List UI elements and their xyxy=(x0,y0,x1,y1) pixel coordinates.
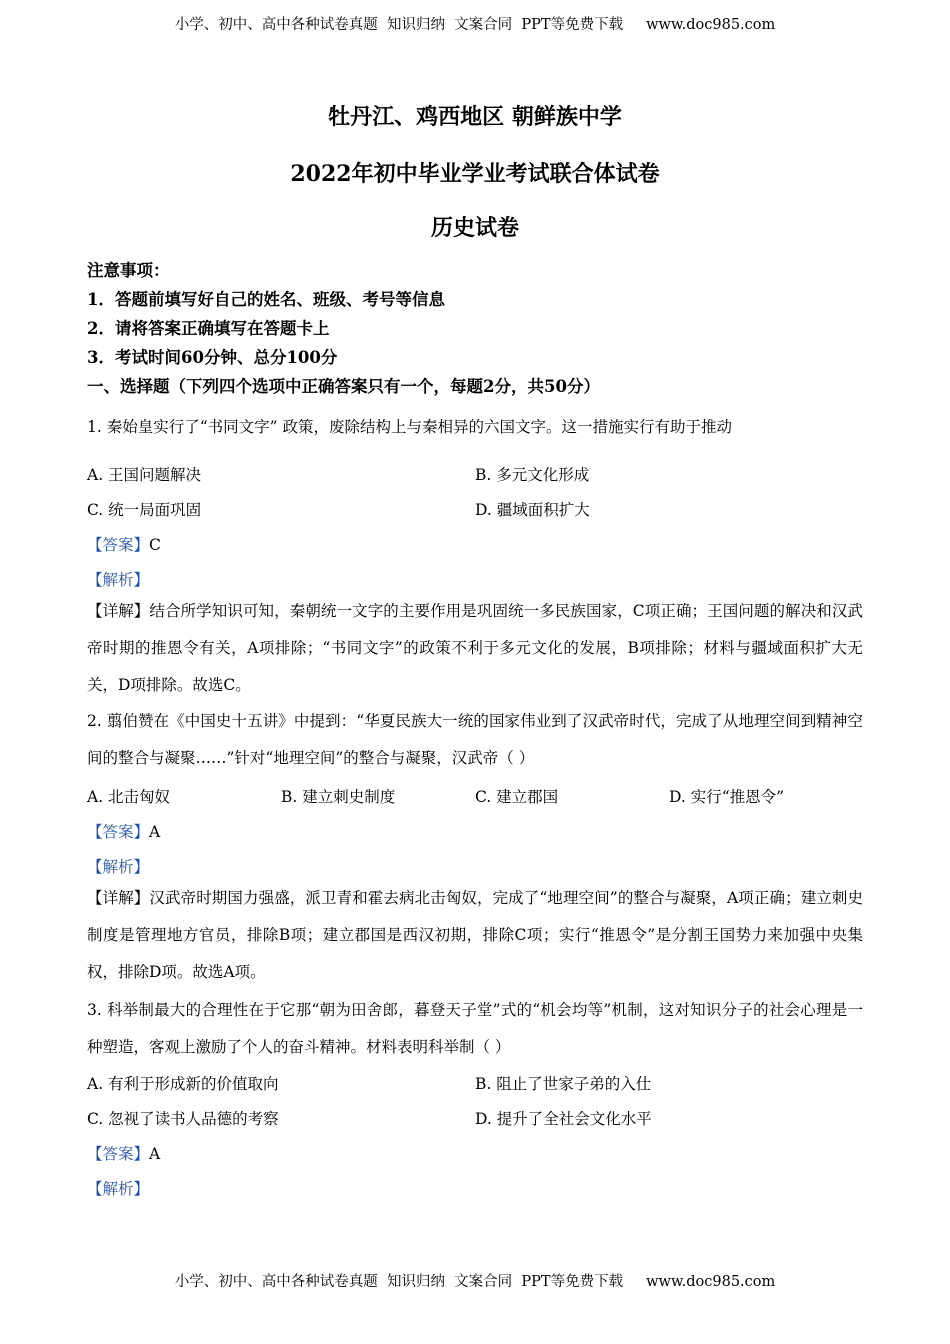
answer-tag: 【答案】 xyxy=(87,536,150,554)
question-2-option-c: C. 建立郡国 xyxy=(475,788,559,806)
subject-title: 历史试卷 xyxy=(430,215,519,241)
question-1-stem: 1. 秦始皇实行了“书同文字” 政策，废除结构上与秦相异的六国文字。这一措施实行有助于推动 xyxy=(87,418,732,436)
question-1-analysis-tag: 【解析】 xyxy=(87,571,150,589)
detail-tag: 【详解】 xyxy=(87,889,150,907)
notice-item-1: 1．答题前填写好自己的姓名、班级、考号等信息 xyxy=(87,290,445,309)
page-footer: 小学、初中、高中各种试卷真题 知识归纳 文案合同 PPT等免费下载 www.doc985.com xyxy=(174,1274,776,1290)
question-1-option-b: B. 多元文化形成 xyxy=(475,466,590,484)
question-3-stem: 3. 科举制最大的合理性在于它那“朝为田舍郎，暮登天子堂”式的“机会均等”机制，这对知识分子的社会心理是一种塑造，客观上激励了个人的奋斗精神。材料表明科举制（ ） xyxy=(87,1001,863,1056)
notice-item-3: 3．考试时间60分钟、总分100分 xyxy=(87,348,338,367)
question-3-option-c: C. 忽视了读书人品德的考察 xyxy=(87,1110,279,1128)
question-1-option-a: A. 王国问题解决 xyxy=(87,466,202,484)
detail-tag: 【详解】 xyxy=(87,602,150,620)
question-2-answer xyxy=(87,820,160,842)
answer-tag: 【答案】 xyxy=(87,823,150,841)
answer-tag: 【答案】 xyxy=(87,1145,150,1163)
answer-value: A xyxy=(149,1145,161,1163)
question-2-stem: 2. 翦伯赞在《中国史十五讲》中提到：“华夏民族大一统的国家伟业到了汉武帝时代，完成了从地理空间到精神空间的整合与凝聚……”针对“地理空间”的整合与凝聚，汉武帝（ ） xyxy=(87,712,863,767)
notice-heading: 注意事项： xyxy=(87,261,170,280)
question-3-option-d: D. 提升了全社会文化水平 xyxy=(475,1110,652,1128)
answer-value: A xyxy=(149,823,161,841)
answer-value: C xyxy=(149,536,161,554)
question-2-analysis-tag: 【解析】 xyxy=(87,858,150,876)
question-3-analysis-tag: 【解析】 xyxy=(87,1180,150,1198)
question-3-option-a: A. 有利于形成新的价值取向 xyxy=(87,1075,279,1093)
page-header: 小学、初中、高中各种试卷真题 知识归纳 文案合同 PPT等免费下载 www.doc985.com xyxy=(174,17,776,33)
section-heading: 一、选择题（下列四个选项中正确答案只有一个，每题2分，共50分） xyxy=(87,377,600,396)
detail-text: 结合所学知识可知，秦朝统一文字的主要作用是巩固统一多民族国家，C项正确；王国问题的解决和汉武帝时期的推恩令有关，A项排除；“书同文字”的政策不利于多元文化的发展，B项排除；材料与疆域面积扩大无关，D项排除。故选C。 xyxy=(87,602,863,694)
question-1-detail xyxy=(87,593,863,704)
question-2-option-b: B. 建立刺史制度 xyxy=(281,788,396,806)
question-1-option-c: C. 统一局面巩固 xyxy=(87,501,202,519)
question-3-answer xyxy=(87,1142,160,1164)
notice-item-2: 2．请将答案正确填写在答题卡上 xyxy=(87,319,330,338)
detail-text: 汉武帝时期国力强盛，派卫青和霍去病北击匈奴，完成了“地理空间”的整合与凝聚，A项正确；建立刺史制度是管理地方官员，排除B项；建立郡国是西汉初期，排除C项；实行“推恩令”是分割王国势力来加强中央集权，排除D项。故选A项。 xyxy=(87,889,863,981)
question-2-option-d: D. 实行“推恩令” xyxy=(669,788,785,806)
question-2-detail xyxy=(87,880,863,991)
question-1-option-d: D. 疆域面积扩大 xyxy=(475,501,590,519)
question-3-option-b: B. 阻止了世家子弟的入仕 xyxy=(475,1075,652,1093)
question-1-answer xyxy=(87,533,161,555)
exam-title: 2022年初中毕业学业考试联合体试卷 xyxy=(290,161,660,187)
school-title: 牡丹江、鸡西地区 朝鲜族中学 xyxy=(328,104,622,130)
question-2-option-a: A. 北击匈奴 xyxy=(87,788,171,806)
